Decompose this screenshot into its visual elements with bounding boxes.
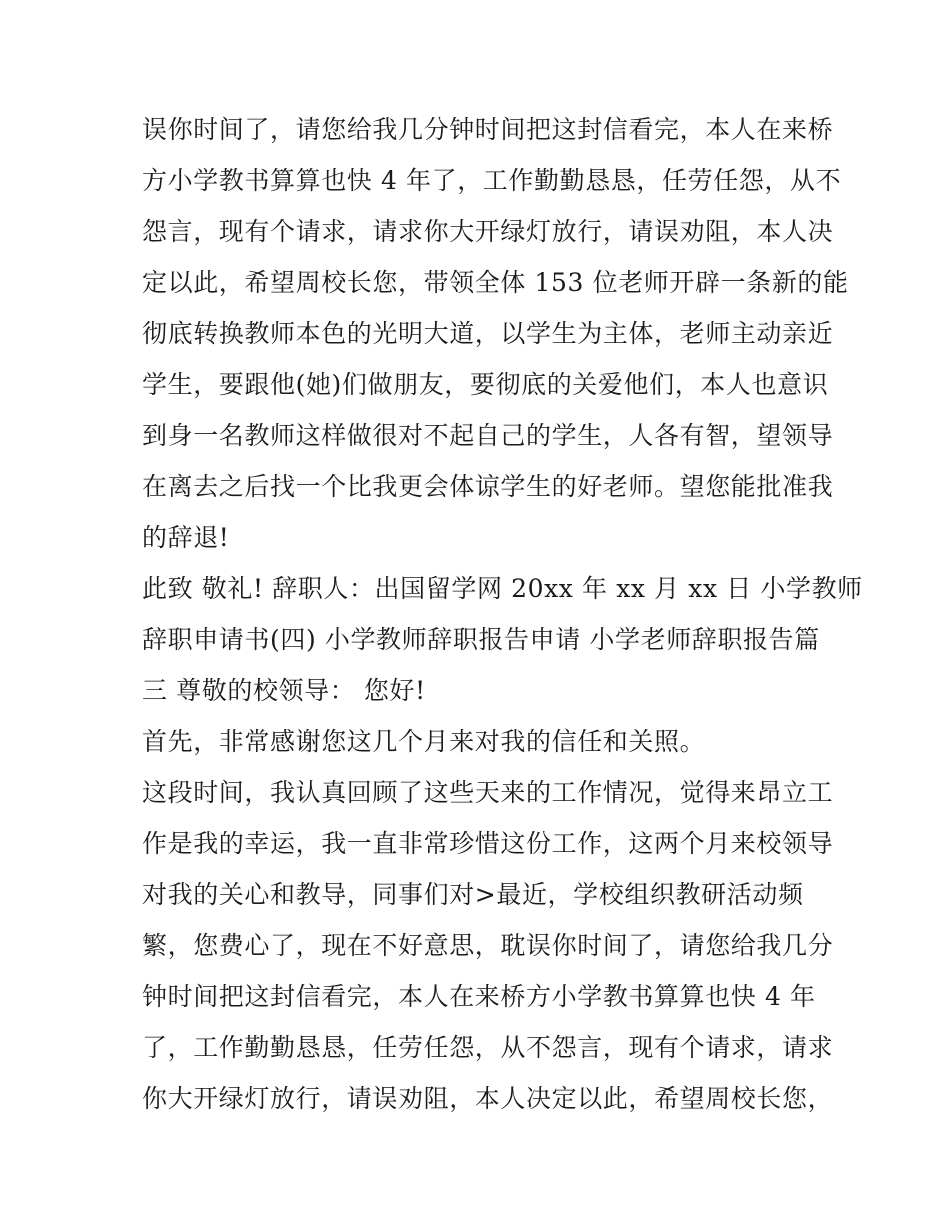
text-line: 作是我的幸运，我一直非常珍惜这份工作，这两个月来校领导 [142,829,834,858]
text-line: 辞职申请书(四) 小学教师辞职报告申请 小学老师辞职报告篇 [142,625,820,654]
document-body [142,104,863,1124]
text-line: 首先，非常感谢您这几个月来对我的信任和关照。 [142,727,706,756]
text-line: 在离去之后找一个比我更会体谅学生的好老师。望您能批准我 [142,472,834,501]
text-line: 这段时间，我认真回顾了这些天来的工作情况，觉得来昂立工 [142,778,834,807]
text-line: 钟时间把这封信看完，本人在来桥方小学教书算算也快 4 年 [142,982,816,1011]
text-line: 彻底转换教师本色的光明大道，以学生为主体，老师主动亲近 [142,319,834,348]
text-line: 定以此，希望周校长您，带领全体 153 位老师开辟一条新的能 [142,268,849,297]
text-line: 到身一名教师这样做很对不起自己的学生，人各有智，望领导 [142,421,834,450]
text-line: 三 尊敬的校领导： 您好! [142,676,426,705]
text-line: 误你时间了，请您给我几分钟时间把这封信看完，本人在来桥 [142,115,834,144]
text-line: 你大开绿灯放行，请误劝阻，本人决定以此，希望周校长您， [142,1084,834,1113]
text-line: 了，工作勤勤恳恳，任劳任怨，从不怨言，现有个请求，请求 [142,1033,834,1062]
text-line: 繁，您费心了，现在不好意思，耽误你时间了，请您给我几分 [142,931,834,960]
text-line: 学生，要跟他(她)们做朋友，要彻底的关爱他们，本人也意识 [142,370,829,399]
text-line: 此致 敬礼! 辞职人：出国留学网 20xx 年 xx 月 xx 日 小学教师 [142,574,863,603]
text-line: 的辞退! [142,523,230,552]
text-line: 对我的关心和教导，同事们对>最近，学校组织教研活动频 [142,880,804,909]
text-line: 方小学教书算算也快 4 年了，工作勤勤恳恳，任劳任怨，从不 [142,166,842,195]
text-line: 怨言，现有个请求，请求你大开绿灯放行，请误劝阻，本人决 [142,217,834,246]
